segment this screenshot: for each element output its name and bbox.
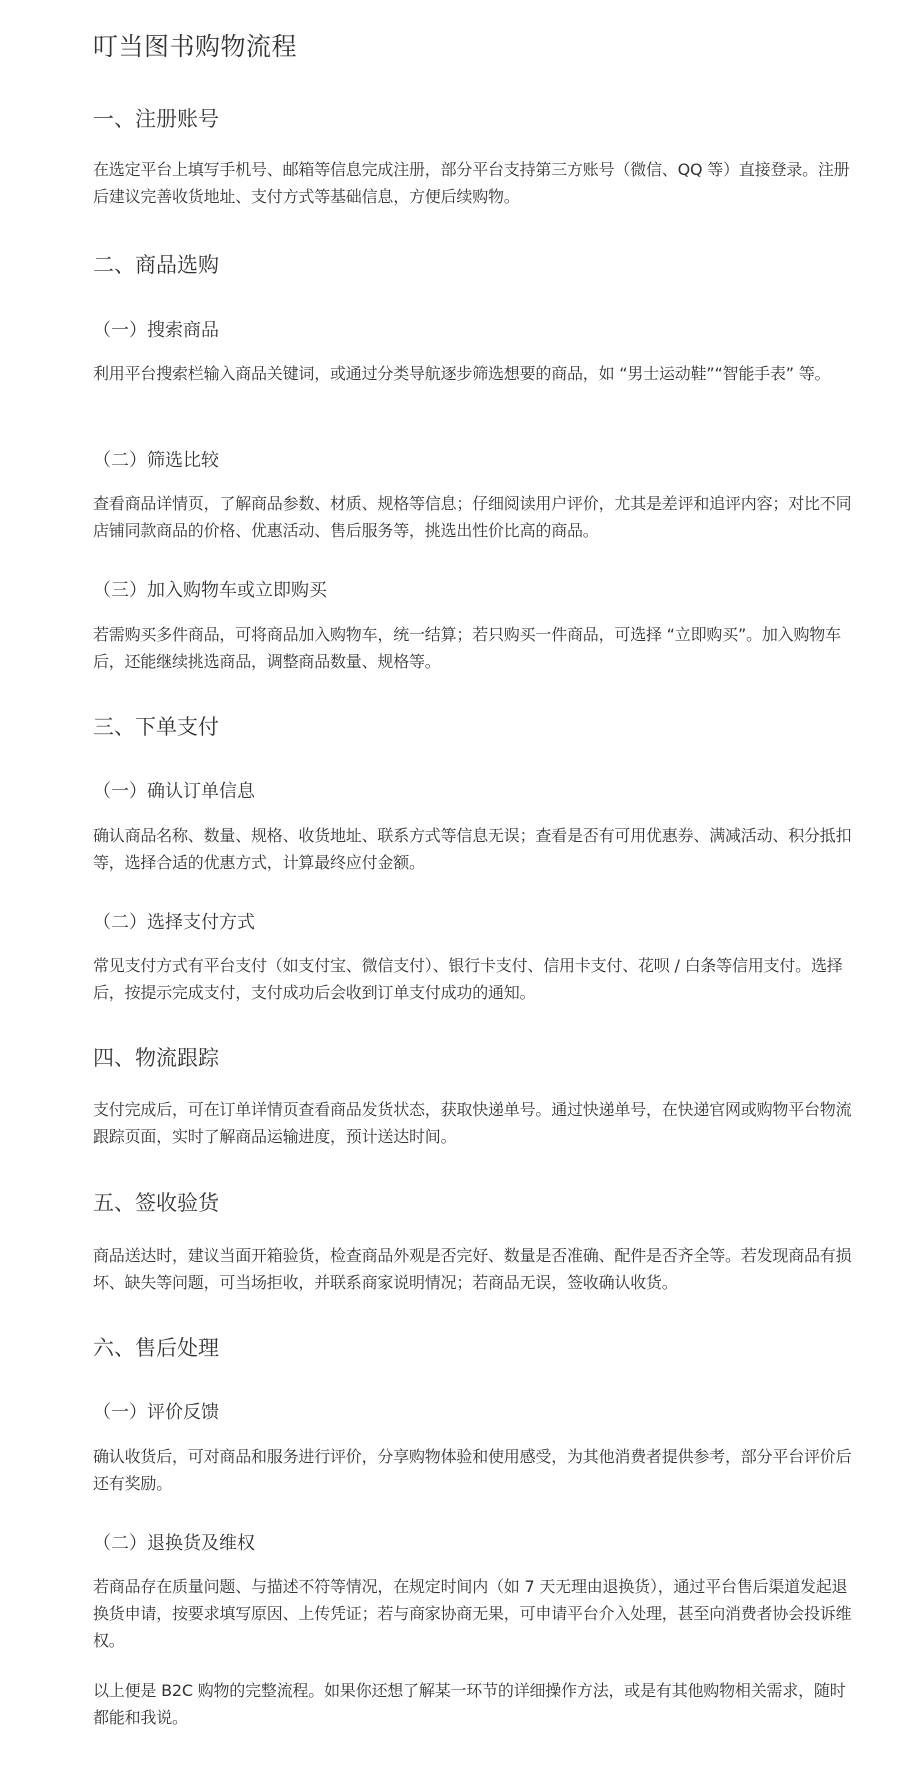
section-heading-receive: 五、签收验货 [93,1191,219,1215]
paragraph-payment-method: 常见支付方式有平台支付（如支付宝、微信支付）、银行卡支付、信用卡支付、花呗 / 白条等信用支付。选择后，按提示完成支付，支付成功后会收到订单支付成功的通知。 [93,956,843,1002]
paragraph-search: 利用平台搜索栏输入商品关键词，或通过分类导航逐步筛选想要的商品，如 “男士运动鞋”“智能手表” 等。 [93,364,831,383]
section-body-receive: 商品送达时，建议当面开箱验货，检查商品外观是否完好、数量是否准确、配件是否齐全等。若发现商品有损坏、缺失等问题，可当场拒收，并联系商家说明情况；若商品无误，签收确认收货。 [93,1246,852,1292]
section-heading-pay: 三、下单支付 [93,715,219,739]
closing-paragraph: 以上便是 B2C 购物的完整流程。如果你还想了解某一环节的详细操作方法，或是有其他购物相关需求，随时都能和我说。 [93,1681,846,1727]
paragraph-confirm-order: 确认商品名称、数量、规格、收货地址、联系方式等信息无误；查看是否有可用优惠券、满减活动、积分抵扣等，选择合适的优惠方式，计算最终应付金额。 [93,826,852,872]
section-heading-select: 二、商品选购 [93,253,219,277]
section-body-register: 在选定平台上填写手机号、邮箱等信息完成注册，部分平台支持第三方账号（微信、QQ 等）直接登录。注册后建议完善收货地址、支付方式等基础信息，方便后续购物。 [93,160,850,206]
subheading-cart: （三）加入购物车或立即购买 [93,580,327,601]
subheading-compare: （二）筛选比较 [93,450,219,471]
paragraph-compare: 查看商品详情页，了解商品参数、材质、规格等信息；仔细阅读用户评价，尤其是差评和追评内容；对比不同店铺同款商品的价格、优惠活动、售后服务等，挑选出性价比高的商品。 [93,494,852,540]
section-heading-logistics: 四、物流跟踪 [93,1046,219,1070]
section-body-logistics: 支付完成后，可在订单详情页查看商品发货状态，获取快递单号。通过快递单号，在快递官网或购物平台物流跟踪页面，实时了解商品运输进度，预计送达时间。 [93,1100,852,1146]
subheading-confirm-order: （一）确认订单信息 [93,781,255,802]
subheading-payment-method: （二）选择支付方式 [93,912,255,933]
subheading-return: （二）退换货及维权 [93,1533,255,1554]
paragraph-review: 确认收货后，可对商品和服务进行评价，分享购物体验和使用感受，为其他消费者提供参考，部分平台评价后还有奖励。 [93,1447,852,1493]
subheading-search: （一）搜索商品 [93,320,219,341]
paragraph-cart: 若需购买多件商品，可将商品加入购物车，统一结算；若只购买一件商品，可选择 “立即购买”。加入购物车后，还能继续挑选商品，调整商品数量、规格等。 [93,625,841,671]
paragraph-return: 若商品存在质量问题、与描述不符等情况，在规定时间内（如 7 天无理由退换货），通过平台售后渠道发起退换货申请，按要求填写原因、上传凭证；若与商家协商无果，可申请平台介入处理，甚至向消费者协会投诉维权。 [93,1577,852,1650]
section-heading-aftersale: 六、售后处理 [93,1336,219,1360]
subheading-review: （一）评价反馈 [93,1402,219,1423]
page-title: 叮当图书购物流程 [93,32,298,61]
section-heading-register: 一、注册账号 [93,107,219,131]
